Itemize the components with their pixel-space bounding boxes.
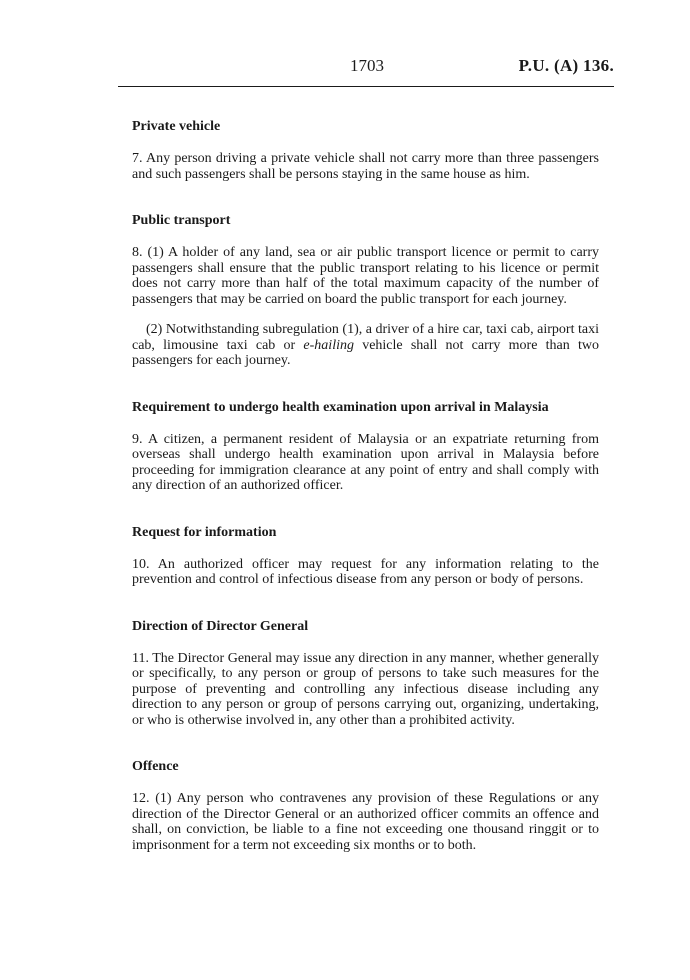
section-heading: Public transport [132, 213, 231, 228]
section-request-information [132, 524, 599, 588]
section-health-examination [132, 399, 599, 494]
regulation-8-2 [132, 322, 599, 369]
section-heading: Request for information [132, 524, 277, 540]
regulation-7: 7. Any person driving a private vehicle shall not carry more than three passengers and such passengers shall be persons staying in the same house as him. [132, 151, 599, 182]
section-heading: Private vehicle [132, 119, 221, 134]
page-number: 1703 [350, 56, 384, 75]
regulation-9: 9. A citizen, a permanent resident of Malaysia or an expatriate returning from overseas shall undergo health examination upon arrival in Malaysia before proceeding for immigration clearance at any point of entry and shall comply with any direction of an authorized officer. [132, 431, 599, 493]
header-rule [118, 86, 614, 87]
document-body [132, 118, 599, 883]
page-header [118, 56, 614, 80]
regulation-10: 10. An authorized officer may request for any information relating to the prevention and control of infectious disease from any person or body of persons. [132, 556, 599, 587]
regulation-8-2-part-2: vehicle shall not carry more than two passengers for each journey. [132, 337, 600, 368]
gazette-reference: P.U. (A) 136. [518, 56, 614, 75]
section-public-transport [132, 212, 599, 369]
section-heading: Requirement to undergo health examination upon arrival in Malaysia [132, 399, 549, 415]
regulation-8-1: 8. (1) A holder of any land, sea or air public transport licence or permit to carry passengers shall ensure that the public transport relating to his licence or permit does not carry more than half of the total maximum capacity of the number of passengers that may be carried on board the public transport for each journey. [132, 245, 599, 307]
section-private-vehicle [132, 118, 599, 182]
section-heading: Direction of Director General [132, 618, 309, 634]
section-heading: Offence [132, 759, 179, 774]
section-direction-director-general [132, 618, 599, 729]
regulation-11: 11. The Director General may issue any direction in any manner, whether generally or specifically, to any person or group of persons to take such measures for the purpose of preventing and controlling any infectious disease including any direction to any person or group of persons carrying out, organizing, undertaking, or who is otherwise involved in, any other than a prohibited activity. [132, 650, 599, 728]
e-hailing-term: e-hailing [303, 337, 354, 353]
regulation-8-2-part-1: (2) Notwithstanding subregulation (1), a driver of a hire car, taxi cab, airport taxi cab, limousine taxi cab or [132, 322, 599, 353]
section-offence [132, 758, 599, 853]
regulation-12-1: 12. (1) Any person who contravenes any provision of these Regulations or any direction of the Director General or an authorized officer commits an offence and shall, on conviction, be liable to a fine not exceeding one thousand ringgit or to imprisonment for a term not exceeding six months or to both. [132, 791, 599, 853]
